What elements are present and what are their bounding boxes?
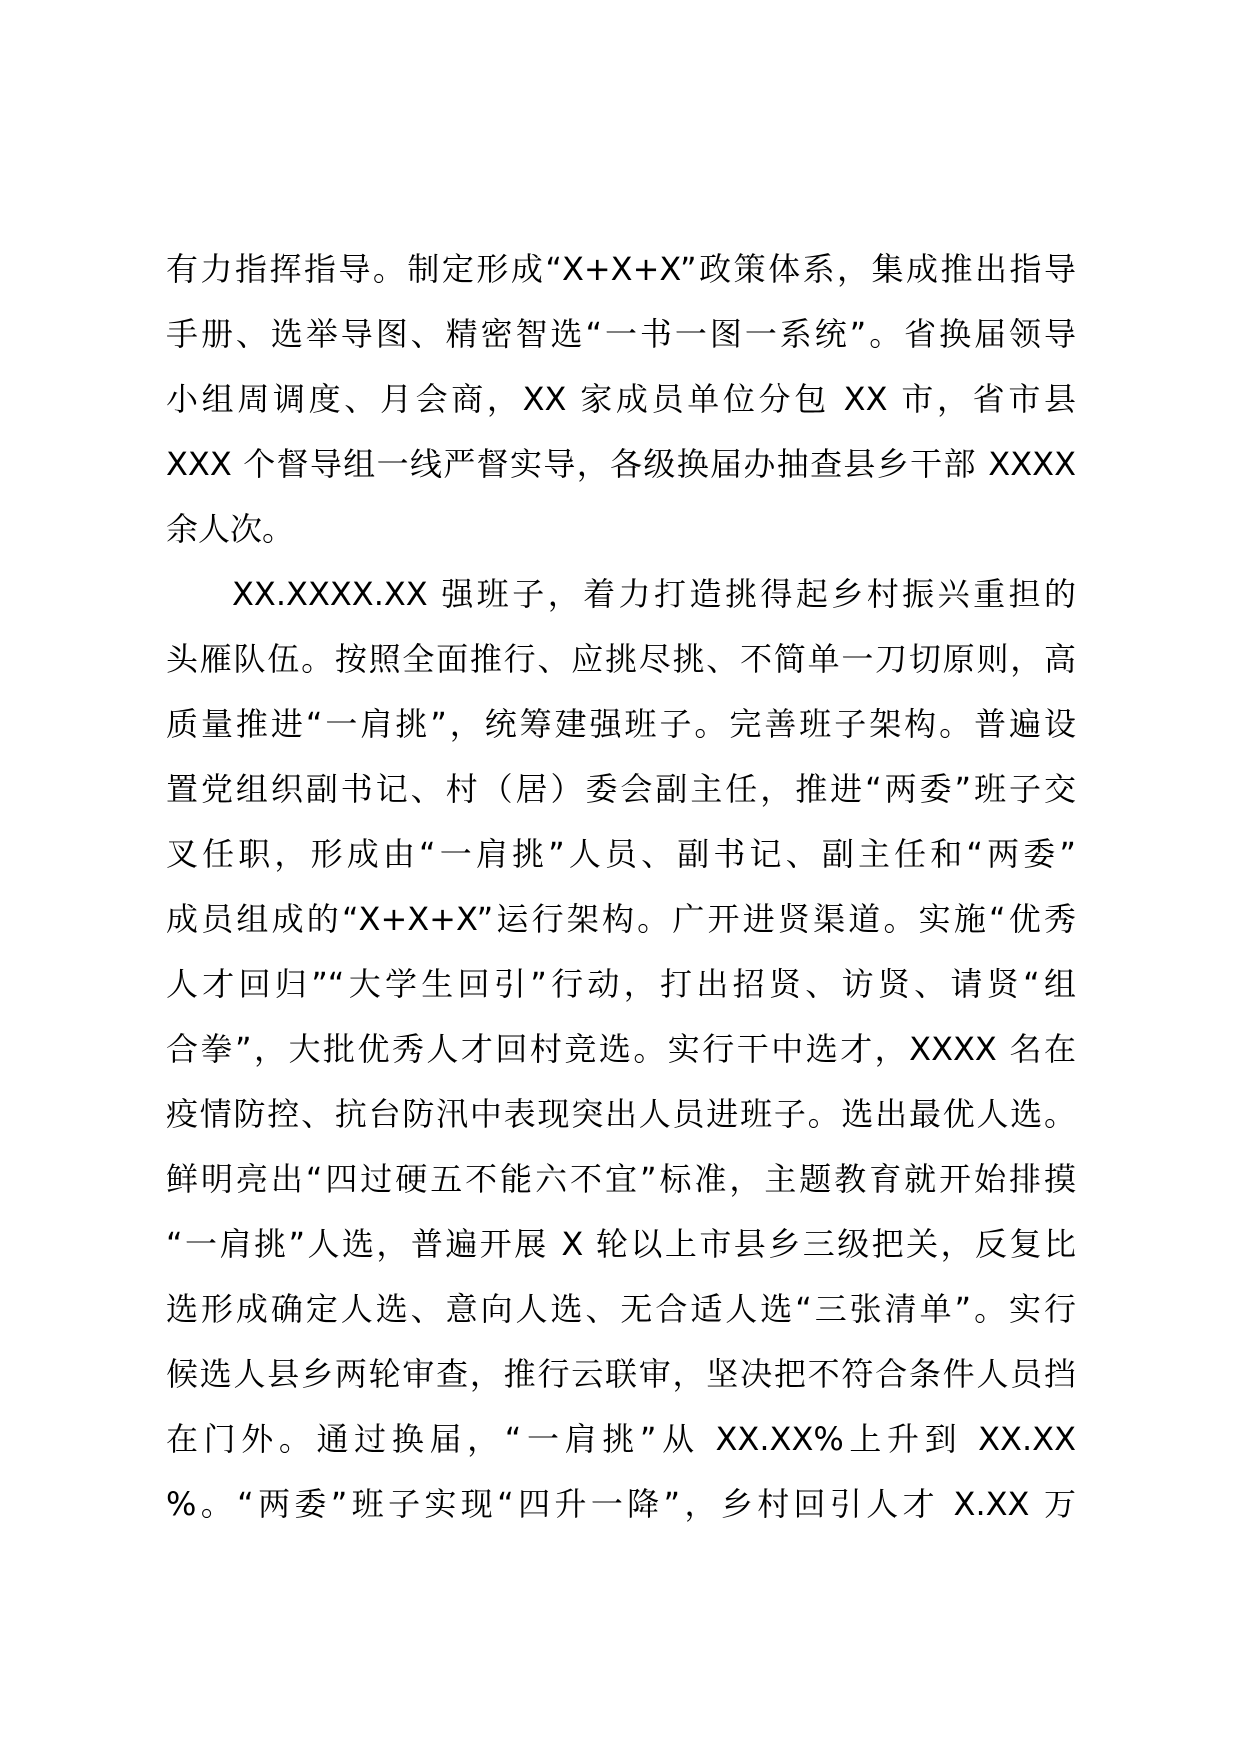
text-line: 小组周调度、月会商，XX 家成员单位分包 XX 市，省市县	[166, 380, 1076, 418]
text-line: “一肩挑”人选，普遍开展 X 轮以上市县乡三级把关，反复比	[166, 1225, 1076, 1263]
text-line: 置党组织副书记、村（居）委会副主任，推进“两委”班子交	[166, 770, 1076, 808]
text-line: 人才回归”“大学生回引”行动，打出招贤、访贤、请贤“组	[166, 965, 1076, 1003]
text-line: 质量推进“一肩挑”，统筹建强班子。完善班子架构。普遍设	[166, 705, 1076, 743]
text-line: 鲜明亮出“四过硬五不能六不宜”标准，主题教育就开始排摸	[166, 1160, 1076, 1198]
text-line: 疫情防控、抗台防汛中表现突出人员进班子。选出最优人选。	[166, 1095, 1076, 1133]
text-line: 合拳”，大批优秀人才回村竞选。实行干中选才，XXXX 名在	[166, 1030, 1076, 1068]
text-line: 选形成确定人选、意向人选、无合适人选“三张清单”。实行	[166, 1290, 1076, 1328]
text-line: XXX 个督导组一线严督实导，各级换届办抽查县乡干部 XXXX	[166, 445, 1076, 483]
paragraph-1	[166, 237, 1076, 562]
text-line: 有力指挥指导。制定形成“X+X+X”政策体系，集成推出指导	[166, 250, 1076, 288]
text-line: 头雁队伍。按照全面推行、应挑尽挑、不简单一刀切原则，高	[166, 640, 1076, 678]
text-line: 叉任职，形成由“一肩挑”人员、副书记、副主任和“两委”	[166, 835, 1076, 873]
text-line: 在门外。通过换届，“一肩挑”从 XX.XX%上升到 XX.XX	[166, 1420, 1076, 1458]
text-line: 余人次。	[166, 510, 295, 548]
text-line: %。“两委”班子实现“四升一降”，乡村回引人才 X.XX 万	[166, 1485, 1076, 1523]
text-line: 候选人县乡两轮审查，推行云联审，坚决把不符合条件人员挡	[166, 1355, 1076, 1393]
body-text	[166, 237, 1076, 1537]
text-line: XX.XXXX.XX 强班子，着力打造挑得起乡村振兴重担的	[232, 575, 1076, 613]
text-line: 成员组成的“X+X+X”运行架构。广开进贤渠道。实施“优秀	[166, 900, 1076, 938]
paragraph-2	[166, 562, 1076, 1537]
text-line: 手册、选举导图、精密智选“一书一图一系统”。省换届领导	[166, 315, 1076, 353]
